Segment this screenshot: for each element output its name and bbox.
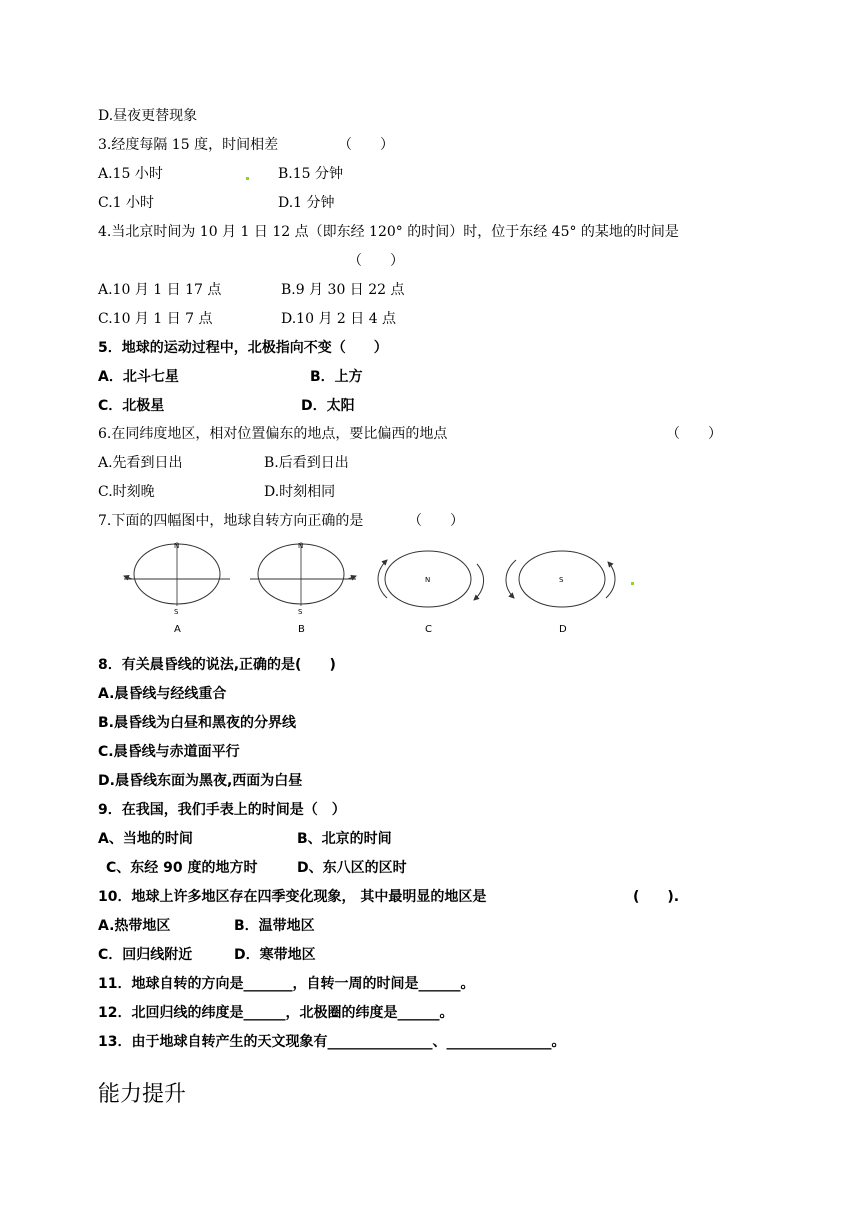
q6-option-c: C.时刻晚 (98, 484, 155, 500)
q3-option-c: C.1 小时 (98, 195, 155, 211)
q5-stem: 5．地球的运动过程中，北极指向不变（ ） (98, 340, 388, 356)
globe-d-label: D (559, 624, 567, 635)
q9-stem: 9．在我国，我们手表上的时间是（ ） (98, 802, 346, 818)
q5-option-a: A．北斗七星 (98, 369, 179, 385)
globe-d-pole: S (559, 576, 564, 584)
globe-d (506, 551, 615, 635)
globe-a-south: S (174, 608, 179, 616)
q5-option-d: D．太阳 (301, 398, 355, 414)
q8-option-a: A.晨昏线与经线重合 (98, 686, 227, 702)
q7-stem: 7.下面的四幅图中，地球自转方向正确的是 (98, 513, 364, 529)
q3-answer-paren: （ ） (338, 137, 394, 153)
globe-a-north: N (174, 542, 180, 550)
q6-stem: 6.在同纬度地区，相对位置偏东的地点，要比偏西的地点 (98, 426, 448, 442)
globe-c-label: C (425, 624, 432, 635)
q4-answer-paren: （ ） (348, 253, 404, 269)
q6-option-a: A.先看到日出 (98, 455, 183, 471)
q10-stem: 10．地球上许多地区存在四季变化现象， 其中最明显的地区是 (98, 889, 487, 905)
q8-option-b: B.晨昏线为白昼和黑夜的分界线 (98, 715, 296, 731)
q12-text: 12．北回归线的纬度是______，北极圈的纬度是______。 (98, 1005, 454, 1021)
q10-option-a: A.热带地区 (98, 918, 171, 934)
q10-option-d: D．寒带地区 (234, 947, 316, 963)
q4-stem: 4.当北京时间为 10 月 1 日 12 点（即东经 120° 的时间）时，位于东经 45° 的某地的时间是 (98, 224, 679, 240)
globe-b (250, 542, 356, 635)
q3-option-a: A.15 小时 (98, 166, 163, 182)
q4-option-c: C.10 月 1 日 7 点 (98, 311, 213, 327)
globe-b-label: B (298, 624, 305, 635)
q6-answer-paren: （ ） (666, 426, 722, 442)
stray-dot (246, 177, 249, 180)
q13-text: 13．由于地球自转产生的天文现象有_______________、_______________。 (98, 1034, 566, 1050)
q2-option-d: D.昼夜更替现象 (98, 108, 198, 124)
q10-option-c: C．回归线附近 (98, 947, 193, 963)
q9-option-a: A、当地的时间 (98, 831, 193, 847)
earth-rotation-figure (110, 536, 650, 640)
q10-answer-paren: ( ). (633, 889, 680, 905)
section-heading: 能力提升 (98, 1082, 187, 1107)
q4-option-d: D.10 月 2 日 4 点 (281, 311, 397, 327)
q8-stem: 8．有关晨昏线的说法,正确的是( ) (98, 657, 336, 673)
q4-option-b: B.9 月 30 日 22 点 (281, 282, 405, 298)
q8-option-c: C.晨昏线与赤道面平行 (98, 744, 240, 760)
q7-answer-paren: （ ） (408, 513, 464, 529)
globe-a (124, 542, 230, 635)
q3-stem: 3.经度每隔 15 度，时间相差 (98, 137, 279, 153)
q6-option-b: B.后看到日出 (264, 455, 349, 471)
globe-b-south: S (298, 608, 303, 616)
q4-option-a: A.10 月 1 日 17 点 (98, 282, 222, 298)
q5-option-c: C．北极星 (98, 398, 165, 414)
q9-option-c: C、东经 90 度的地方时 (106, 860, 258, 876)
globe-b-north: N (298, 542, 304, 550)
q6-option-d: D.时刻相同 (264, 484, 336, 500)
q3-option-d: D.1 分钟 (278, 195, 335, 211)
q8-option-d: D.晨昏线东面为黑夜,西面为白昼 (98, 773, 303, 789)
q3-option-b: B.15 分钟 (278, 166, 344, 182)
q9-option-d: D、东八区的区时 (297, 860, 407, 876)
globe-a-label: A (174, 624, 181, 635)
q11-text: 11．地球自转的方向是_______，自转一周的时间是______。 (98, 976, 475, 992)
q9-option-b: B、北京的时间 (297, 831, 392, 847)
globe-c-pole: N (425, 576, 431, 584)
q5-option-b: B．上方 (310, 369, 363, 385)
q10-option-b: B．温带地区 (234, 918, 315, 934)
globe-c (378, 551, 484, 635)
